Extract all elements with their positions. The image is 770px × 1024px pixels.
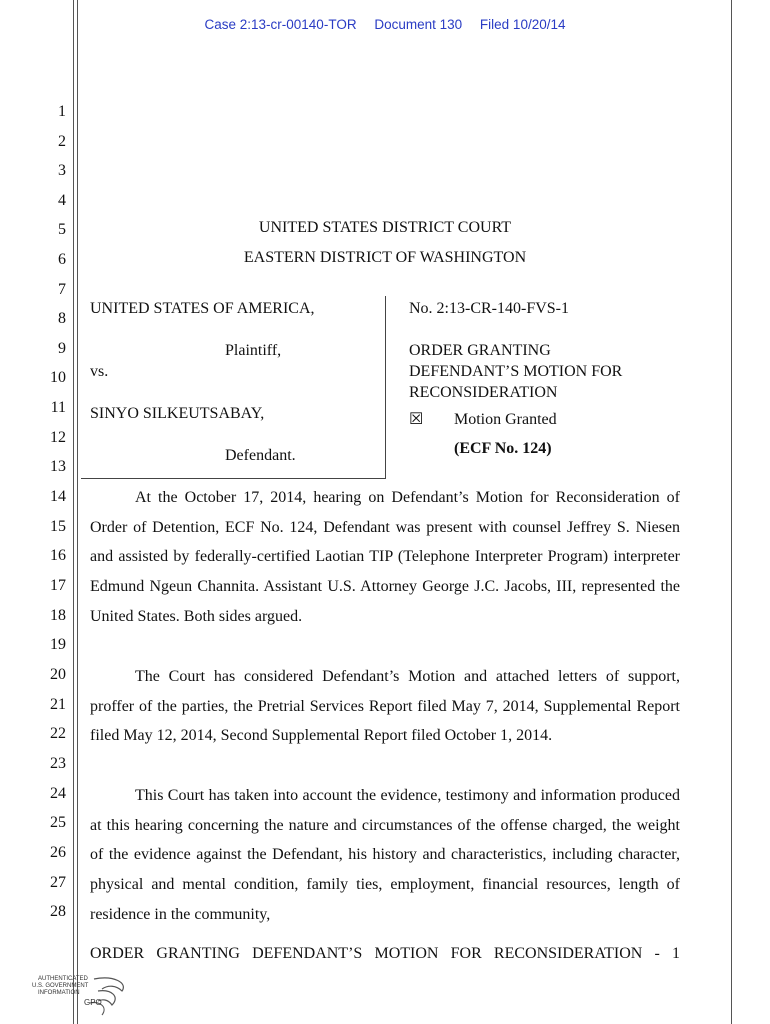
seal-mark: GPO [84,998,102,1007]
line-number: 26 [50,844,66,861]
line-number: 25 [50,814,66,831]
line-number: 9 [58,340,66,357]
line-number: 8 [58,310,66,327]
line-number: 5 [58,221,66,238]
line-number: 27 [50,874,66,891]
margin-rule-left-outer [73,0,74,1024]
order-title-line-3: RECONSIDERATION [409,384,558,401]
line-number: 1 [58,103,66,120]
line-number: 24 [50,785,66,802]
margin-rule-right [731,0,732,1024]
filed-date-stamp: Filed 10/20/14 [479,17,566,32]
case-number-stamp: Case 2:13-cr-00140-TOR [204,17,357,32]
line-number: 23 [50,755,66,772]
line-number: 18 [50,607,66,624]
ecf-header-stamp [0,17,770,32]
line-number: 11 [50,399,66,416]
line-number: 10 [50,369,66,386]
line-number: 28 [50,903,66,920]
paragraph-factors: This Court has taken into account the evidence, testimony and information produced at this hearing concerning the nature and circumstances of the offense charged, the weight of the evidence against the Defendant, his history and characteristics, including character, physical and mental condition, family ties, employment, financial resources, length of residence in the community, [90,787,680,923]
margin-rule-left-inner [77,0,78,1024]
defendant-name: SINYO SILKEUTSABAY, [90,405,265,422]
seal-line: INFORMATION [38,990,80,996]
gpo-seal [28,973,138,1019]
defendant-role: Defendant. [225,447,296,464]
line-number: 14 [50,488,66,505]
line-number: 12 [50,429,66,446]
court-district: EASTERN DISTRICT OF WASHINGTON [243,249,527,266]
line-number: 16 [50,547,66,564]
seal-line: U.S. GOVERNMENT [32,983,89,989]
line-number: 19 [50,636,66,653]
document-number-stamp: Document 130 [374,17,463,32]
line-number: 7 [58,281,66,298]
line-number: 3 [58,162,66,179]
plaintiff-name: UNITED STATES OF AMERICA, [90,300,315,317]
paragraph-hearing: At the October 17, 2014, hearing on Defendant’s Motion for Reconsideration of Order of Detention, ECF No. 124, Defendant was present with counsel Jeffrey S. Niesen and assisted by federally-certified Laotian TIP (Telephone Interpreter Program) interpreter Edmund Ngeun Channita. Assistant U.S. Attorney George J.C. Jacobs, III, represented the United States. Both sides argued. [90,489,680,625]
line-number: 15 [50,518,66,535]
case-number: No. 2:13-CR-140-FVS-1 [409,300,570,317]
order-title-line-2: DEFENDANT’S MOTION FOR [409,363,623,380]
versus: vs. [90,363,109,380]
court-name: UNITED STATES DISTRICT COURT [258,219,512,236]
page-footer: ORDER GRANTING DEFENDANT’S MOTION FOR RECONSIDERATION - 1 [90,945,680,962]
plaintiff-role: Plaintiff, [225,342,282,359]
line-number: 20 [50,666,66,683]
line-number: 22 [50,725,66,742]
line-number: 17 [50,577,66,594]
checked-box-icon: ☒ [409,411,424,428]
motion-granted-label: Motion Granted [454,411,557,428]
line-number: 21 [50,696,66,713]
paragraph-considered: The Court has considered Defendant’s Motion and attached letters of support, proffer of the parties, the Pretrial Services Report filed May 7, 2014, Supplemental Report filed May 12, 2014, Second Supplemental Report filed October 1, 2014. [90,668,680,745]
line-number: 2 [58,133,66,150]
ecf-reference: (ECF No. 124) [454,440,552,457]
line-number: 13 [50,458,66,475]
line-number: 4 [58,192,66,209]
line-number: 6 [58,251,66,268]
order-title-line-1: ORDER GRANTING [409,342,551,359]
seal-line: AUTHENTICATED [38,976,88,982]
